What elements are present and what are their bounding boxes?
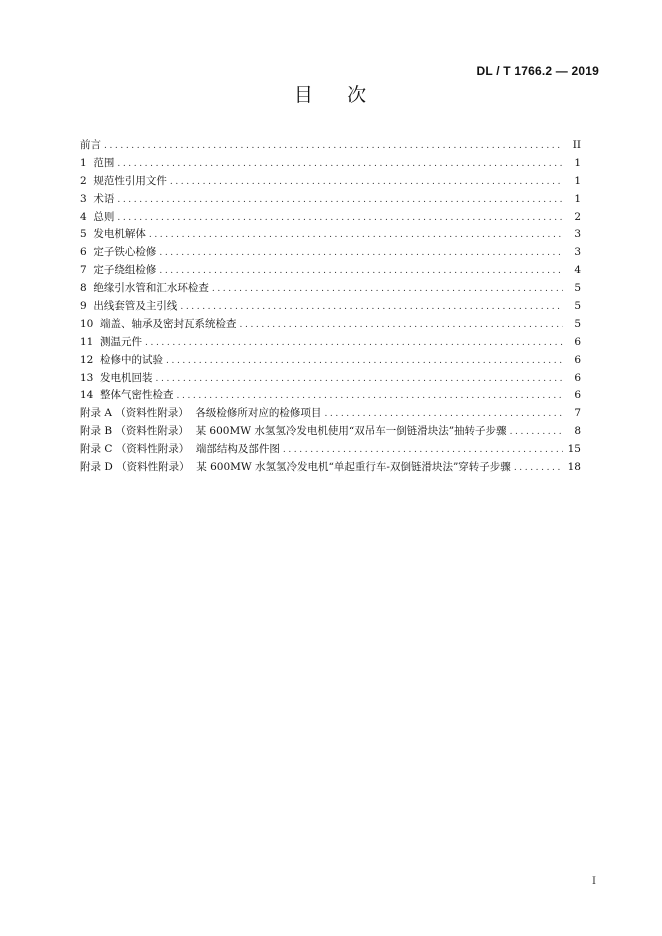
dot-leader — [156, 263, 563, 280]
toc-entry-label: 附录 A （资料性附录） 各级检修所对应的检修项目 — [80, 407, 322, 420]
toc-entry-label: 13 发电机回装 — [80, 371, 153, 384]
dot-leader — [142, 335, 563, 352]
toc-entry-8[interactable] — [80, 280, 581, 298]
toc-entry-page: 5 — [574, 300, 581, 313]
dot-leader — [511, 460, 563, 477]
toc-entry-label: 2 规范性引用文件 — [80, 174, 167, 187]
dot-leader — [153, 371, 563, 388]
table-of-contents — [80, 137, 581, 477]
toc-entry-page: 1 — [574, 174, 581, 187]
toc-entry-3[interactable] — [80, 191, 581, 209]
toc-entry-page: II — [572, 139, 581, 151]
toc-entry-page: 5 — [574, 282, 581, 295]
toc-entry-page: 4 — [574, 264, 581, 277]
toc-entry-appendix-b[interactable] — [80, 423, 581, 441]
toc-entry-label: 1 范围 — [80, 156, 115, 169]
toc-entry-preface[interactable] — [80, 137, 581, 155]
toc-entry-13[interactable] — [80, 370, 581, 388]
dot-leader — [114, 192, 563, 209]
toc-entry-7[interactable] — [80, 262, 581, 280]
toc-entry-label: 14 整体气密性检查 — [80, 389, 174, 402]
toc-entry-label: 附录 B （资料性附录） 某 600MW 水氢氢冷发电机使用“双吊车一倒链滑块法”抽转子步骤 — [80, 425, 507, 438]
dot-leader — [163, 353, 563, 370]
dot-leader — [280, 442, 563, 459]
toc-entry-11[interactable] — [80, 334, 581, 352]
toc-entry-9[interactable] — [80, 298, 581, 316]
toc-entry-page: 3 — [574, 246, 581, 259]
dot-leader — [114, 156, 563, 173]
toc-entry-page: 6 — [574, 353, 581, 366]
toc-entry-page: 2 — [574, 210, 581, 223]
toc-entry-label: 前言 — [80, 139, 101, 151]
toc-entry-label: 6 定子铁心检修 — [80, 246, 157, 259]
page-number: I — [592, 876, 596, 887]
dot-leader — [209, 281, 563, 298]
toc-entry-label: 12 检修中的试验 — [80, 353, 164, 366]
document-code: DL / T 1766.2 — 2019 — [476, 64, 599, 78]
toc-entry-label: 11 测温元件 — [80, 335, 143, 348]
toc-entry-label: 3 术语 — [80, 192, 115, 205]
dot-leader — [174, 388, 563, 405]
dot-leader — [237, 317, 563, 334]
toc-entry-page: 3 — [574, 228, 581, 241]
toc-entry-1[interactable] — [80, 155, 581, 173]
dot-leader — [167, 174, 563, 191]
dot-leader — [114, 210, 563, 227]
toc-entry-page: 8 — [574, 425, 581, 438]
toc-entry-label: 10 端盖、轴承及密封瓦系统检查 — [80, 317, 237, 330]
toc-entry-2[interactable] — [80, 173, 581, 191]
toc-entry-label: 附录 C （资料性附录） 端部结构及部件图 — [80, 443, 280, 456]
toc-entry-5[interactable] — [80, 226, 581, 244]
toc-entry-page: 7 — [574, 407, 581, 420]
toc-entry-page: 1 — [574, 156, 581, 169]
toc-entry-page: 6 — [574, 371, 581, 384]
toc-entry-label: 4 总则 — [80, 210, 115, 223]
dot-leader — [321, 406, 563, 423]
dot-leader — [101, 138, 563, 155]
dot-leader — [507, 424, 563, 441]
toc-entry-page: 15 — [567, 443, 581, 456]
toc-entry-label: 附录 D （资料性附录） 某 600MW 水氢氢冷发电机“单起重行车-双倒链滑块法”穿转子步骤 — [80, 461, 511, 474]
toc-entry-page: 18 — [567, 461, 581, 474]
toc-entry-label: 5 发电机解体 — [80, 228, 146, 241]
toc-entry-appendix-d[interactable] — [80, 459, 581, 477]
toc-title: 目 次 — [293, 84, 369, 106]
toc-entry-appendix-a[interactable] — [80, 405, 581, 423]
toc-entry-label: 8 绝缘引水管和汇水环检查 — [80, 282, 209, 295]
toc-entry-12[interactable] — [80, 352, 581, 370]
toc-entry-label: 9 出线套管及主引线 — [80, 300, 178, 313]
toc-entry-appendix-c[interactable] — [80, 441, 581, 459]
toc-entry-label: 7 定子绕组检修 — [80, 264, 157, 277]
toc-entry-page: 6 — [574, 335, 581, 348]
dot-leader — [146, 227, 563, 244]
dot-leader — [156, 245, 563, 262]
toc-entry-page: 1 — [574, 192, 581, 205]
toc-entry-page: 6 — [574, 389, 581, 402]
toc-entry-10[interactable] — [80, 316, 581, 334]
dot-leader — [177, 299, 563, 316]
toc-entry-14[interactable] — [80, 387, 581, 405]
toc-entry-page: 5 — [574, 317, 581, 330]
toc-entry-6[interactable] — [80, 244, 581, 262]
toc-entry-4[interactable] — [80, 209, 581, 227]
